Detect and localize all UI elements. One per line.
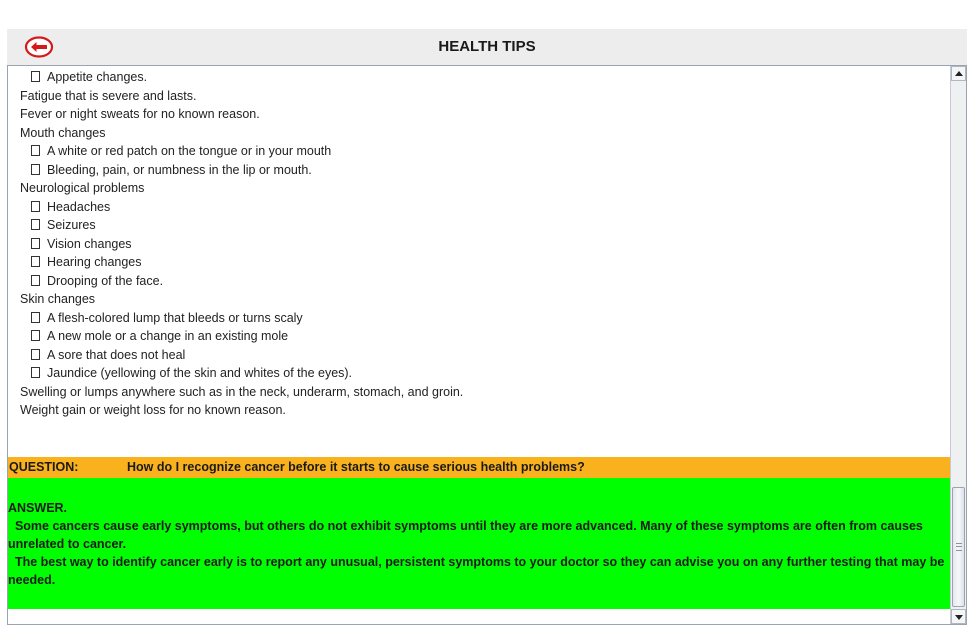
symptom-list-item [20, 235, 950, 254]
bullet-box-icon [31, 145, 40, 156]
symptom-list-item [20, 346, 950, 365]
symptom-list-item [20, 198, 950, 217]
scroll-up-button[interactable] [951, 66, 966, 81]
symptom-text: A flesh-colored lump that bleeds or turns scaly [47, 310, 303, 325]
bullet-box-icon [31, 219, 40, 230]
symptom-text: A sore that does not heal [47, 347, 186, 362]
symptom-text: Seizures [47, 218, 96, 232]
symptom-list-item [20, 253, 950, 272]
question-bar [8, 457, 950, 478]
symptom-list-item [20, 309, 950, 328]
symptom-list-item [20, 383, 950, 402]
bullet-box-icon [31, 238, 40, 249]
symptom-list-item [20, 327, 950, 346]
symptom-text: Neurological problems [20, 181, 145, 195]
symptom-text: A white or red patch on the tongue or in your mouth [47, 144, 332, 158]
symptom-text: Appetite changes. [47, 70, 148, 84]
symptom-list-item [20, 216, 950, 235]
symptom-list-item [20, 272, 950, 291]
symptom-text: Skin changes [20, 292, 96, 306]
symptom-text: Jaundice (yellowing of the skin and whites of the eyes). [47, 366, 353, 380]
bullet-box-icon [31, 164, 40, 175]
symptom-text: Drooping of the face. [47, 273, 164, 288]
symptom-list-item [20, 68, 950, 87]
bullet-box-icon [31, 367, 40, 378]
question-text: How do I recognize cancer before it starts to cause serious health problems? [127, 460, 585, 474]
symptom-list-item [20, 179, 950, 198]
symptom-list-item [20, 401, 950, 420]
symptom-list [8, 66, 950, 420]
header-bar [7, 29, 967, 65]
vertical-scrollbar[interactable] [950, 66, 966, 624]
symptom-list-item [20, 124, 950, 143]
symptom-text: Weight gain or weight loss for no known reason. [20, 403, 286, 417]
symptom-text: Swelling or lumps anywhere such as in the neck, underarm, stomach, and groin. [20, 384, 464, 399]
symptom-text: Mouth changes [20, 125, 106, 140]
symptom-text: Fatigue that is severe and lasts. [20, 88, 197, 103]
bullet-box-icon [31, 201, 40, 212]
symptom-list-item [20, 142, 950, 161]
bullet-box-icon [31, 312, 40, 323]
symptom-list-item [20, 87, 950, 106]
symptom-list-item [20, 290, 950, 309]
symptom-text: Headaches [47, 199, 111, 214]
symptom-text: Vision changes [47, 236, 132, 251]
page-title: HEALTH TIPS [438, 38, 536, 55]
scroll-content [8, 66, 950, 624]
answer-label: ANSWER. [8, 501, 68, 515]
scrollbar-thumb[interactable] [952, 487, 965, 607]
symptom-text: Fever or night sweats for no known reason. [20, 107, 260, 121]
symptom-list-item [20, 161, 950, 180]
bullet-box-icon [31, 71, 40, 82]
bullet-box-icon [31, 330, 40, 341]
grip-icon [956, 543, 962, 551]
symptom-list-item [20, 105, 950, 124]
answer-paragraph: The best way to identify cancer early is to report any unusual, persistent symptoms to your doctor so they can advise you on any further testing that may be needed. [8, 555, 948, 587]
scroll-down-button[interactable] [951, 609, 966, 624]
answer-box [8, 478, 950, 609]
symptom-text: Hearing changes [47, 255, 142, 269]
arrow-up-icon [955, 71, 963, 76]
symptom-text: A new mole or a change in an existing mole [47, 329, 289, 343]
arrow-down-icon [955, 615, 963, 620]
answer-paragraph: Some cancers cause early symptoms, but others do not exhibit symptoms until they are more advanced. Many of these symptoms are often from causes unrelated to cancer. [8, 519, 927, 551]
symptom-text: Bleeding, pain, or numbness in the lip or mouth. [47, 162, 312, 177]
bullet-box-icon [31, 256, 40, 267]
bullet-box-icon [31, 349, 40, 360]
symptom-list-item [20, 364, 950, 383]
health-tips-scroll-pane[interactable] [7, 65, 967, 625]
question-label: QUESTION: [9, 460, 79, 474]
bullet-box-icon [31, 275, 40, 286]
